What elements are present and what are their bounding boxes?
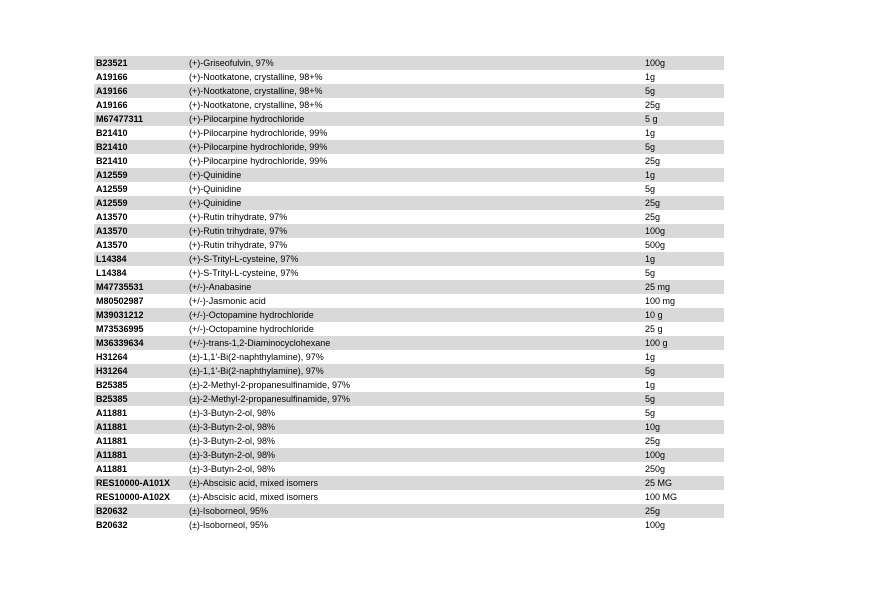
product-name: (+)-Rutin trihydrate, 97%	[189, 226, 288, 236]
product-name: (+)-Pilocarpine hydrochloride, 99%	[189, 142, 328, 152]
package-size: 1g	[645, 380, 656, 390]
package-size: 5g	[645, 394, 656, 404]
package-size: 25 mg	[645, 282, 671, 292]
package-size: 1g	[645, 254, 656, 264]
product-table	[94, 56, 724, 532]
table-row	[94, 112, 724, 126]
product-name: (+)-Nootkatone, crystalline, 98+%	[189, 86, 323, 96]
package-size: 10g	[645, 422, 661, 432]
product-name: (±)-1,1'-Bi(2-naphthylamine), 97%	[189, 352, 324, 362]
product-code: A12559	[96, 184, 128, 194]
product-code: A11881	[96, 436, 128, 446]
product-name: (+)-S-Trityl-L-cysteine, 97%	[189, 254, 299, 264]
table-row	[94, 336, 724, 350]
product-code: A12559	[96, 170, 128, 180]
package-size: 100 MG	[645, 492, 678, 502]
table-row	[94, 350, 724, 364]
package-size: 100g	[645, 226, 666, 236]
table-row	[94, 490, 724, 504]
product-name: (±)-Isoborneol, 95%	[189, 506, 268, 516]
package-size: 25g	[645, 156, 661, 166]
product-code: A13570	[96, 226, 128, 236]
package-size: 1g	[645, 170, 656, 180]
product-name: (+)-Quinidine	[189, 170, 242, 180]
product-code: M73536995	[96, 324, 144, 334]
package-size: 25 MG	[645, 478, 673, 488]
product-code: B23521	[96, 58, 128, 68]
package-size: 25g	[645, 100, 661, 110]
product-code: A12559	[96, 198, 128, 208]
table-row	[94, 84, 724, 98]
product-code: B25385	[96, 394, 128, 404]
product-code: A19166	[96, 72, 128, 82]
product-name: (+)-Rutin trihydrate, 97%	[189, 212, 288, 222]
table-row	[94, 182, 724, 196]
product-name: (+/-)-Anabasine	[189, 282, 252, 292]
product-name: (+)-Nootkatone, crystalline, 98+%	[189, 100, 323, 110]
package-size: 100 g	[645, 338, 668, 348]
table-row	[94, 266, 724, 280]
product-code: A11881	[96, 408, 128, 418]
table-row	[94, 476, 724, 490]
table-row	[94, 392, 724, 406]
package-size: 1g	[645, 352, 656, 362]
package-size: 25g	[645, 212, 661, 222]
table-row	[94, 98, 724, 112]
product-name: (+)-Quinidine	[189, 184, 242, 194]
product-code: A11881	[96, 450, 128, 460]
product-code: A19166	[96, 100, 128, 110]
product-code: A11881	[96, 422, 128, 432]
table-row	[94, 126, 724, 140]
product-code: B20632	[96, 520, 128, 530]
product-code: A13570	[96, 212, 128, 222]
package-size: 500g	[645, 240, 666, 250]
product-code: L14384	[96, 268, 127, 278]
product-code: B21410	[96, 142, 128, 152]
table-row	[94, 280, 724, 294]
package-size: 100g	[645, 520, 666, 530]
product-name: (±)-Isoborneol, 95%	[189, 520, 268, 530]
product-name: (±)-3-Butyn-2-ol, 98%	[189, 408, 275, 418]
product-name: (±)-Abscisic acid, mixed isomers	[189, 492, 318, 502]
package-size: 100 mg	[645, 296, 676, 306]
table-row	[94, 308, 724, 322]
table-row	[94, 168, 724, 182]
package-size: 25 g	[645, 324, 663, 334]
table-row	[94, 140, 724, 154]
package-size: 5g	[645, 366, 656, 376]
package-size: 25g	[645, 506, 661, 516]
table-row	[94, 518, 724, 532]
product-code: RES10000-A102X	[96, 492, 171, 502]
product-code: B20632	[96, 506, 128, 516]
product-code: M36339634	[96, 338, 144, 348]
table-row	[94, 406, 724, 420]
product-name: (±)-3-Butyn-2-ol, 98%	[189, 422, 275, 432]
table-row	[94, 378, 724, 392]
product-name: (+/-)-Octopamine hydrochloride	[189, 310, 314, 320]
table-row	[94, 70, 724, 84]
product-name: (±)-2-Methyl-2-propanesulfinamide, 97%	[189, 380, 351, 390]
table-row	[94, 322, 724, 336]
product-name: (±)-Abscisic acid, mixed isomers	[189, 478, 318, 488]
table-row	[94, 238, 724, 252]
product-code: RES10000-A101X	[96, 478, 171, 488]
package-size: 25g	[645, 436, 661, 446]
table-row	[94, 154, 724, 168]
table-row	[94, 210, 724, 224]
product-name: (±)-2-Methyl-2-propanesulfinamide, 97%	[189, 394, 351, 404]
package-size: 5g	[645, 142, 656, 152]
product-code: B21410	[96, 128, 128, 138]
product-code: M67477311	[96, 114, 144, 124]
product-name: (+)-Quinidine	[189, 198, 242, 208]
product-code: M80502987	[96, 296, 144, 306]
product-code: M39031212	[96, 310, 144, 320]
package-size: 5 g	[645, 114, 658, 124]
product-name: (+/-)-trans-1,2-Diaminocyclohexane	[189, 338, 331, 348]
package-size: 1g	[645, 72, 656, 82]
product-name: (±)-3-Butyn-2-ol, 98%	[189, 436, 275, 446]
product-code: L14384	[96, 254, 127, 264]
table-row	[94, 434, 724, 448]
product-name: (±)-3-Butyn-2-ol, 98%	[189, 450, 275, 460]
product-code: B25385	[96, 380, 128, 390]
table-row	[94, 364, 724, 378]
product-name: (+)-Nootkatone, crystalline, 98+%	[189, 72, 323, 82]
table-row	[94, 252, 724, 266]
package-size: 5g	[645, 408, 656, 418]
product-code: H31264	[96, 352, 128, 362]
product-name: (±)-3-Butyn-2-ol, 98%	[189, 464, 275, 474]
package-size: 10 g	[645, 310, 663, 320]
product-code: B21410	[96, 156, 128, 166]
product-name: (+)-Griseofulvin, 97%	[189, 58, 274, 68]
product-name: (+)-Rutin trihydrate, 97%	[189, 240, 288, 250]
table-row	[94, 196, 724, 210]
product-name: (+)-Pilocarpine hydrochloride	[189, 114, 305, 124]
product-name: (±)-1,1'-Bi(2-naphthylamine), 97%	[189, 366, 324, 376]
table-row	[94, 448, 724, 462]
product-code: H31264	[96, 366, 128, 376]
product-code: M47735531	[96, 282, 144, 292]
table-row	[94, 294, 724, 308]
package-size: 100g	[645, 58, 666, 68]
package-size: 25g	[645, 198, 661, 208]
package-size: 5g	[645, 184, 656, 194]
table-row	[94, 462, 724, 476]
product-name: (+/-)-Octopamine hydrochloride	[189, 324, 314, 334]
product-code: A13570	[96, 240, 128, 250]
product-name: (+)-Pilocarpine hydrochloride, 99%	[189, 156, 328, 166]
table-row	[94, 504, 724, 518]
package-size: 250g	[645, 464, 666, 474]
package-size: 100g	[645, 450, 666, 460]
table-row	[94, 224, 724, 238]
product-code: A11881	[96, 464, 128, 474]
package-size: 1g	[645, 128, 656, 138]
table-row	[94, 56, 724, 70]
product-code: A19166	[96, 86, 128, 96]
product-name: (+/-)-Jasmonic acid	[189, 296, 266, 306]
product-name: (+)-S-Trityl-L-cysteine, 97%	[189, 268, 299, 278]
package-size: 5g	[645, 268, 656, 278]
table-row	[94, 420, 724, 434]
product-name: (+)-Pilocarpine hydrochloride, 99%	[189, 128, 328, 138]
package-size: 5g	[645, 86, 656, 96]
